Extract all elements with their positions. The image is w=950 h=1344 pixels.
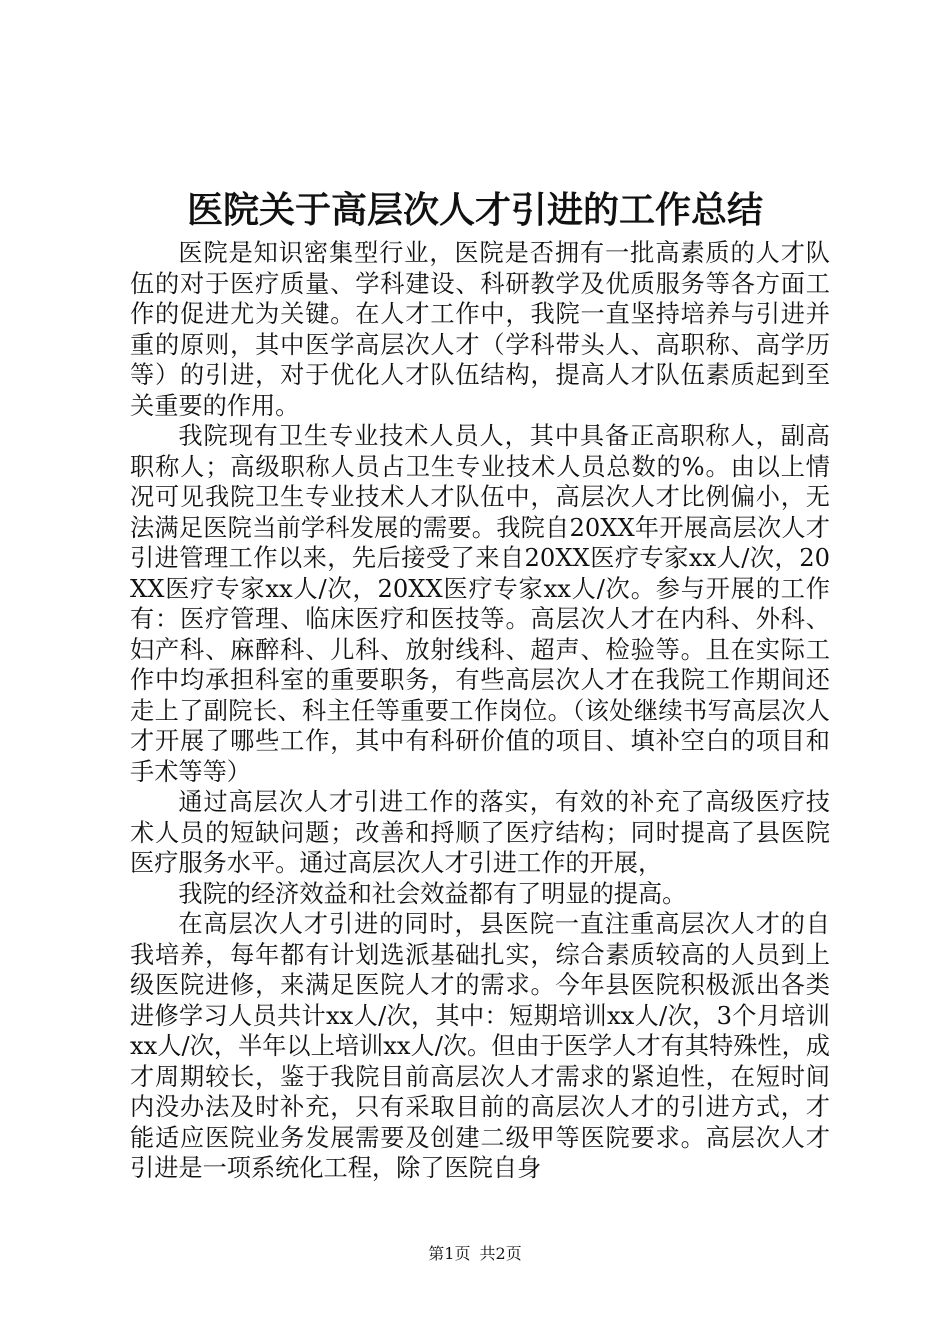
paragraph-1: 医院是知识密集型行业，医院是否拥有一批高素质的人才队伍的对于医疗质量、学科建设、科研教学及优质服务等各方面工作的促进尤为关键。在人才工作中，我院一直坚持培养与引进并重的原则，其中医学高层次人才（学科带头人、高职称、高学历等）的引进，对于优化人才队伍结构，提高人才队伍素质起到至关重要的作用。 <box>130 239 830 420</box>
paragraph-5: 在高层次人才引进的同时，县医院一直注重高层次人才的自我培养，每年都有计划选派基础扎实，综合素质较高的人员到上级医院进修，来满足医院人才的需求。今年县医院积极派出各类进修学习人员共计xx人/次，其中：短期培训xx人/次，3个月培训xx人/次，半年以上培训xx人/次。但由于医学人才有其特殊性，成才周期较长，鉴于我院目前高层次人才需求的紧迫性，在短时间内没办法及时补充，只有采取目前的高层次人才的引进方式，才能适应医院业务发展需要及创建二级甲等医院要求。高层次人才引进是一项系统化工程，除了医院自身 <box>130 910 830 1182</box>
document-title: 医院关于高层次人才引进的工作总结 <box>186 189 763 231</box>
page-footer <box>0 1243 950 1265</box>
paragraph-2: 我院现有卫生专业技术人员人，其中具备正高职称人，副高职称人；高级职称人员占卫生专业技术人员总数的%。由以上情况可见我院卫生专业技术人才队伍中，高层次人才比例偏小，无法满足医院当前学科发展的需要。我院自20XX年开展高层次人才引进管理工作以来，先后接受了来自20XX医疗专家xx人/次，20XX医疗专家xx人/次，20XX医疗专家xx人/次。参与开展的工作有：医疗管理、临床医疗和医技等。高层次人才在内科、外科、妇产科、麻醉科、儿科、放射线科、超声、检验等。且在实际工作中均承担科室的重要职务，有些高层次人才在我院工作期间还走上了副院长、科主任等重要工作岗位。（该处继续书写高层次人才开展了哪些工作，其中有科研价值的项目、填补空白的项目和手术等等） <box>130 422 830 786</box>
paragraph-4: 我院的经济效益和社会效益都有了明显的提高。 <box>178 879 687 908</box>
page-total: 共2页 <box>479 1244 522 1263</box>
document-body <box>130 238 830 1184</box>
page-number: 第1页 <box>428 1244 471 1263</box>
paragraph-3: 通过高层次人才引进工作的落实，有效的补充了高级医疗技术人员的短缺问题；改善和捋顺了医疗结构；同时提高了县医院医疗服务水平。通过高层次人才引进工作的开展， <box>130 788 830 877</box>
